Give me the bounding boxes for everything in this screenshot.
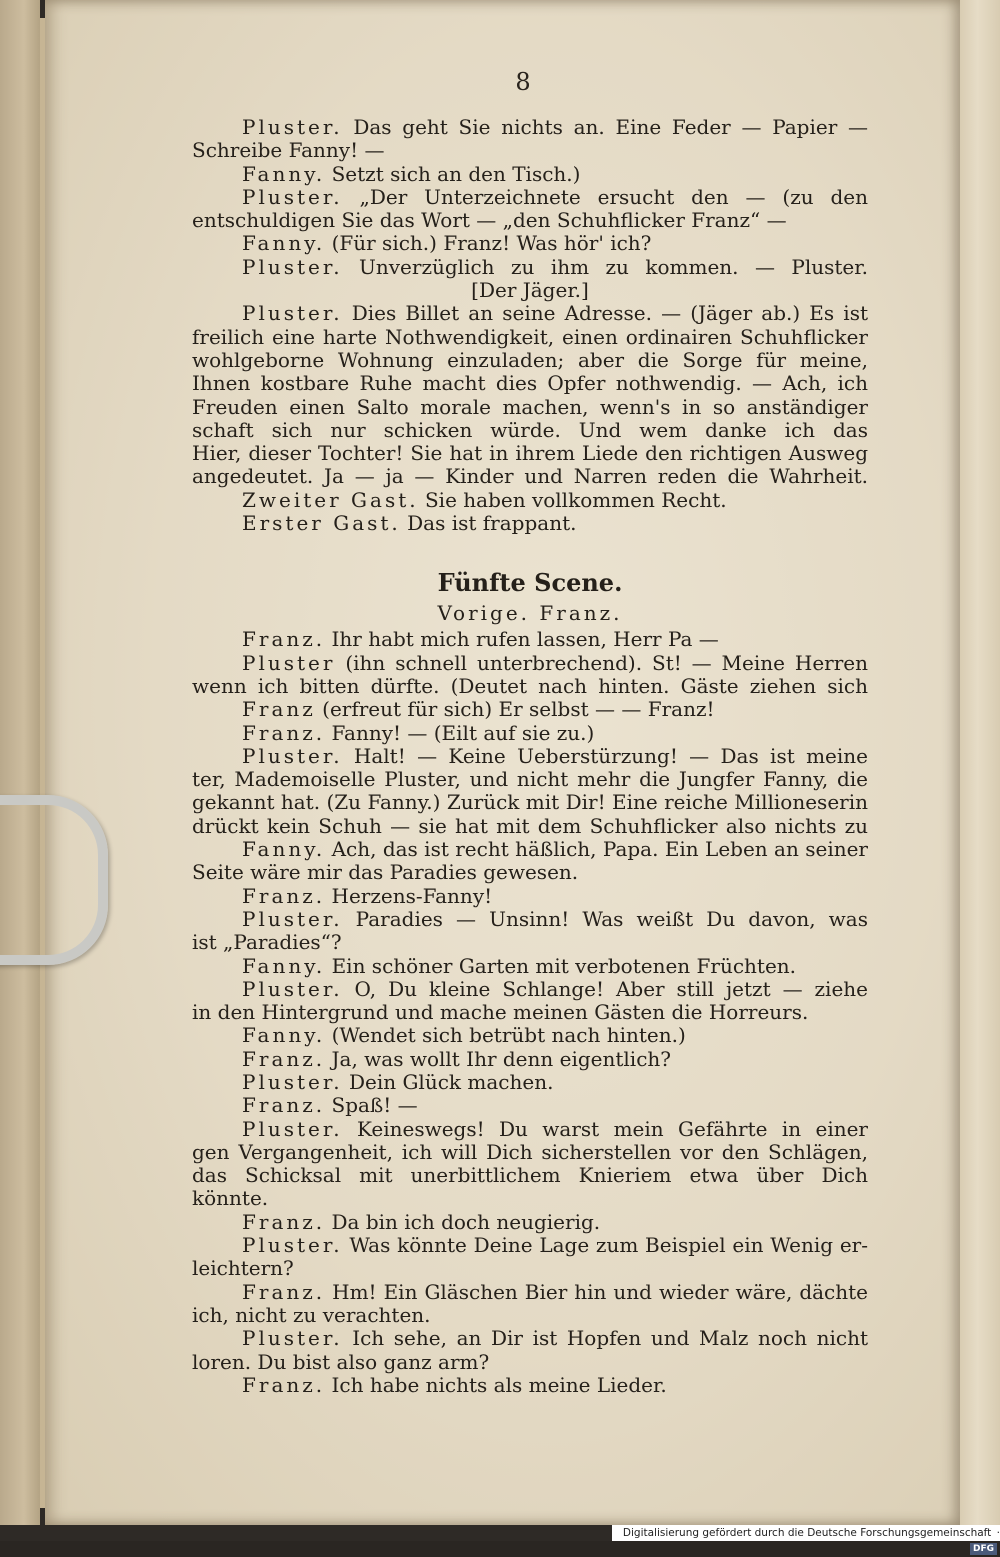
speaker-name: Franz. bbox=[242, 1094, 326, 1118]
line-text: drückt kein Schuh — sie hat mit dem Schuhflicker also nichts zu bbox=[192, 814, 868, 838]
text-line bbox=[192, 861, 868, 884]
line-text: könnte. bbox=[192, 1187, 269, 1211]
text-line bbox=[192, 698, 868, 721]
text-line bbox=[192, 139, 868, 162]
text-line bbox=[192, 1211, 868, 1234]
next-page-edge bbox=[955, 0, 1000, 1525]
text-line bbox=[192, 302, 868, 325]
text-line bbox=[192, 768, 868, 791]
speaker-name: Franz. bbox=[242, 721, 326, 745]
speaker-name: Pluster. bbox=[242, 744, 343, 768]
speaker-name: Zweiter Gast. bbox=[242, 488, 419, 512]
line-text: Schreibe Fanny! — bbox=[192, 139, 385, 163]
speaker-name: Pluster. bbox=[242, 116, 343, 139]
text-line bbox=[192, 791, 868, 814]
text-line bbox=[192, 1234, 868, 1257]
text-line bbox=[192, 116, 868, 139]
line-text: in den Hintergrund und mache meinen Gästen die Horreurs. bbox=[192, 1001, 809, 1025]
line-text: Da bin ich doch neugierig. bbox=[325, 1210, 601, 1234]
text-section-before-scene bbox=[192, 116, 868, 535]
text-line bbox=[192, 1351, 868, 1374]
text-line bbox=[192, 908, 868, 931]
line-text: ich, nicht zu verachten. bbox=[192, 1303, 431, 1327]
line-text: Paradies — Unsinn! Was weißt Du davon, was bbox=[342, 907, 868, 931]
line-text: (Wendet sich betrübt nach hinten.) bbox=[325, 1024, 686, 1048]
speaker-name: Pluster. bbox=[242, 977, 343, 1001]
speaker-name: Pluster. bbox=[242, 185, 343, 209]
line-text: Spaß! — bbox=[325, 1094, 418, 1118]
digitization-footer: Digitalisierung gefördert durch die Deutsche Forschungsgemeinschaft · DFG bbox=[612, 1525, 1000, 1541]
speaker-name: Franz. bbox=[242, 1047, 326, 1071]
speaker-name: Pluster. bbox=[242, 1327, 343, 1351]
line-text: das Schicksal mit unerbittlichem Knieriem etwa über Dich bbox=[192, 1164, 868, 1188]
line-text: Ein schöner Garten mit verbotenen Früchten. bbox=[325, 954, 797, 978]
text-line bbox=[192, 372, 868, 395]
line-text: loren. Du bist also ganz arm? bbox=[192, 1350, 490, 1374]
line-text: freilich eine harte Nothwendigkeit, einen ordinairen Schuhflicker bbox=[192, 325, 868, 349]
text-line bbox=[192, 1071, 868, 1094]
paper-clip bbox=[0, 795, 108, 965]
speaker-name: Franz. bbox=[242, 1280, 326, 1304]
line-text: ist „Paradies“? bbox=[192, 931, 342, 955]
line-text: Unverzüglich zu ihm zu kommen. — Pluster. bbox=[359, 255, 868, 279]
text-line bbox=[192, 978, 868, 1001]
text-line bbox=[192, 1257, 868, 1280]
text-line bbox=[192, 1118, 868, 1141]
speaker-name: Franz. bbox=[242, 1373, 326, 1397]
scene-heading: Fünfte Scene. bbox=[437, 568, 623, 598]
speaker-name: Franz. bbox=[242, 1210, 326, 1234]
text-line bbox=[192, 1374, 868, 1397]
line-text: Halt! — Keine Ueberstürzung! — Das ist meine bbox=[353, 744, 868, 768]
line-text: gen Vergangenheit, ich will Dich sicherstellen vor den Schlägen, bbox=[192, 1140, 868, 1164]
text-line bbox=[192, 675, 868, 698]
line-text: O, Du kleine Schlange! Aber still jetzt — ziehe bbox=[354, 977, 868, 1001]
line-text: Ihnen kostbare Ruhe macht dies Opfer nothwendig. — Ach, ich bbox=[192, 372, 868, 396]
text-line bbox=[192, 163, 868, 186]
speaker-name: Franz bbox=[242, 698, 316, 722]
line-text: Ich habe nichts als meine Lieder. bbox=[325, 1373, 667, 1397]
text-line bbox=[192, 1187, 868, 1210]
line-text: wohlgeborne Wohnung einzuladen; aber die Sorge für meine, bbox=[192, 348, 868, 372]
line-text: Freuden einen Salto morale machen, wenn's in so anständiger bbox=[192, 395, 868, 419]
line-text: leichtern? bbox=[192, 1257, 294, 1281]
text-line bbox=[192, 1164, 868, 1187]
speaker-name: Pluster. bbox=[242, 1070, 343, 1094]
text-line bbox=[192, 1001, 868, 1024]
line-text: Dein Glück machen. bbox=[342, 1070, 554, 1094]
text-line bbox=[192, 1304, 868, 1327]
text-line bbox=[192, 279, 868, 302]
line-text: Ich sehe, an Dir ist Hopfen und Malz noch nicht bbox=[352, 1327, 868, 1351]
page-text bbox=[192, 116, 868, 1397]
footer-text: Digitalisierung gefördert durch die Deutsche Forschungsgemeinschaft bbox=[622, 1527, 992, 1539]
line-text: „Der Unterzeichnete ersucht den — (zu den bbox=[359, 185, 868, 209]
text-line bbox=[192, 745, 868, 768]
text-line bbox=[192, 885, 868, 908]
line-text: Ja, was wollt Ihr denn eigentlich? bbox=[325, 1047, 672, 1071]
speaker-name: Pluster. bbox=[242, 302, 343, 326]
line-text: Dies Billet an seine Adresse. — (Jäger ab.) Es ist bbox=[342, 302, 868, 326]
line-text: ter, Mademoiselle Pluster, und nicht mehr die Jungfer Fanny, die bbox=[192, 768, 868, 792]
line-text: [Der Jäger.] bbox=[471, 279, 589, 303]
text-line bbox=[192, 396, 868, 419]
line-text: Ihr habt mich rufen lassen, Herr Pa — bbox=[325, 628, 719, 652]
line-text: Hm! Ein Gläschen Bier hin und wieder wäre, dächte bbox=[325, 1280, 868, 1304]
speaker-name: Pluster. bbox=[242, 255, 343, 279]
speaker-name: Erster Gast. bbox=[242, 512, 401, 536]
text-line bbox=[192, 652, 868, 675]
text-line bbox=[192, 256, 868, 279]
line-text: (erfreut für sich) Er selbst — — Franz! bbox=[315, 698, 715, 722]
text-line bbox=[192, 489, 868, 512]
speaker-name: Fanny. bbox=[242, 162, 326, 186]
line-text: Setzt sich an den Tisch.) bbox=[325, 162, 581, 186]
text-line bbox=[192, 955, 868, 978]
dfg-logo: DFG bbox=[970, 1543, 997, 1555]
line-text: Das geht Sie nichts an. Eine Feder — Papier — bbox=[342, 116, 868, 139]
text-line bbox=[192, 232, 868, 255]
line-text: wenn ich bitten dürfte. (Deutet nach hinten. Gäste ziehen sich bbox=[192, 674, 868, 698]
text-line bbox=[192, 1327, 868, 1350]
text-line bbox=[192, 1048, 868, 1071]
speaker-name: Franz. bbox=[242, 628, 326, 652]
line-text: (ihn schnell unterbrechend). St! — Meine Herren bbox=[345, 651, 868, 675]
text-section-after-scene bbox=[192, 628, 868, 1397]
text-line bbox=[192, 186, 868, 209]
line-text: angedeutet. Ja — ja — Kinder und Narren reden die Wahrheit. bbox=[192, 465, 868, 489]
text-line bbox=[192, 1141, 868, 1164]
page-number: 8 bbox=[515, 68, 531, 96]
text-line bbox=[192, 815, 868, 838]
text-line bbox=[192, 326, 868, 349]
speaker-name: Fanny. bbox=[242, 1024, 326, 1048]
line-text: Ach, das ist recht häßlich, Papa. Ein Leben an seiner bbox=[325, 838, 868, 862]
speaker-name: Pluster. bbox=[242, 1117, 343, 1141]
line-text: Herzens-Fanny! bbox=[325, 884, 493, 908]
speaker-name: Fanny. bbox=[242, 232, 326, 256]
text-line bbox=[192, 349, 868, 372]
line-text: Sie haben vollkommen Recht. bbox=[418, 488, 727, 512]
text-line bbox=[192, 465, 868, 488]
text-line bbox=[192, 209, 868, 232]
line-text: entschuldigen Sie das Wort — „den Schuhflicker Franz“ — bbox=[192, 209, 787, 233]
speaker-name: Fanny. bbox=[242, 954, 326, 978]
text-line bbox=[192, 1094, 868, 1117]
speaker-name: Franz. bbox=[242, 884, 326, 908]
speaker-name: Pluster. bbox=[242, 1234, 343, 1258]
speaker-name: Pluster. bbox=[242, 907, 343, 931]
line-text: Fanny! — (Eilt auf sie zu.) bbox=[325, 721, 595, 745]
scene-persons: Vorige. Franz. bbox=[437, 601, 623, 626]
line-text: schaft sich nur schicken würde. Und wem danke ich das bbox=[192, 418, 868, 442]
speaker-name: Fanny. bbox=[242, 838, 326, 862]
line-text: gekannt hat. (Zu Fanny.) Zurück mit Dir! Eine reiche Millioneserin bbox=[192, 791, 868, 815]
text-line bbox=[192, 512, 868, 535]
book-spine bbox=[0, 0, 40, 1525]
text-line bbox=[192, 1281, 868, 1304]
line-text: Keineswegs! Du warst mein Gefährte in einer bbox=[356, 1117, 868, 1141]
text-line bbox=[192, 419, 868, 442]
text-line bbox=[192, 931, 868, 954]
line-text: (Für sich.) Franz! Was hör' ich? bbox=[325, 232, 652, 256]
speaker-name: Pluster bbox=[242, 651, 336, 675]
line-text: Seite wäre mir das Paradies gewesen. bbox=[192, 861, 579, 885]
line-text: Das ist frappant. bbox=[400, 512, 577, 536]
text-line bbox=[192, 628, 868, 651]
text-line bbox=[192, 722, 868, 745]
line-text: Hier, dieser Tochter! Sie hat in ihrem Liede den richtigen Ausweg bbox=[192, 442, 868, 466]
text-line bbox=[192, 442, 868, 465]
line-text: Was könnte Deine Lage zum Beispiel ein Wenig er- bbox=[342, 1234, 868, 1258]
text-line bbox=[192, 838, 868, 861]
text-line bbox=[192, 1024, 868, 1047]
